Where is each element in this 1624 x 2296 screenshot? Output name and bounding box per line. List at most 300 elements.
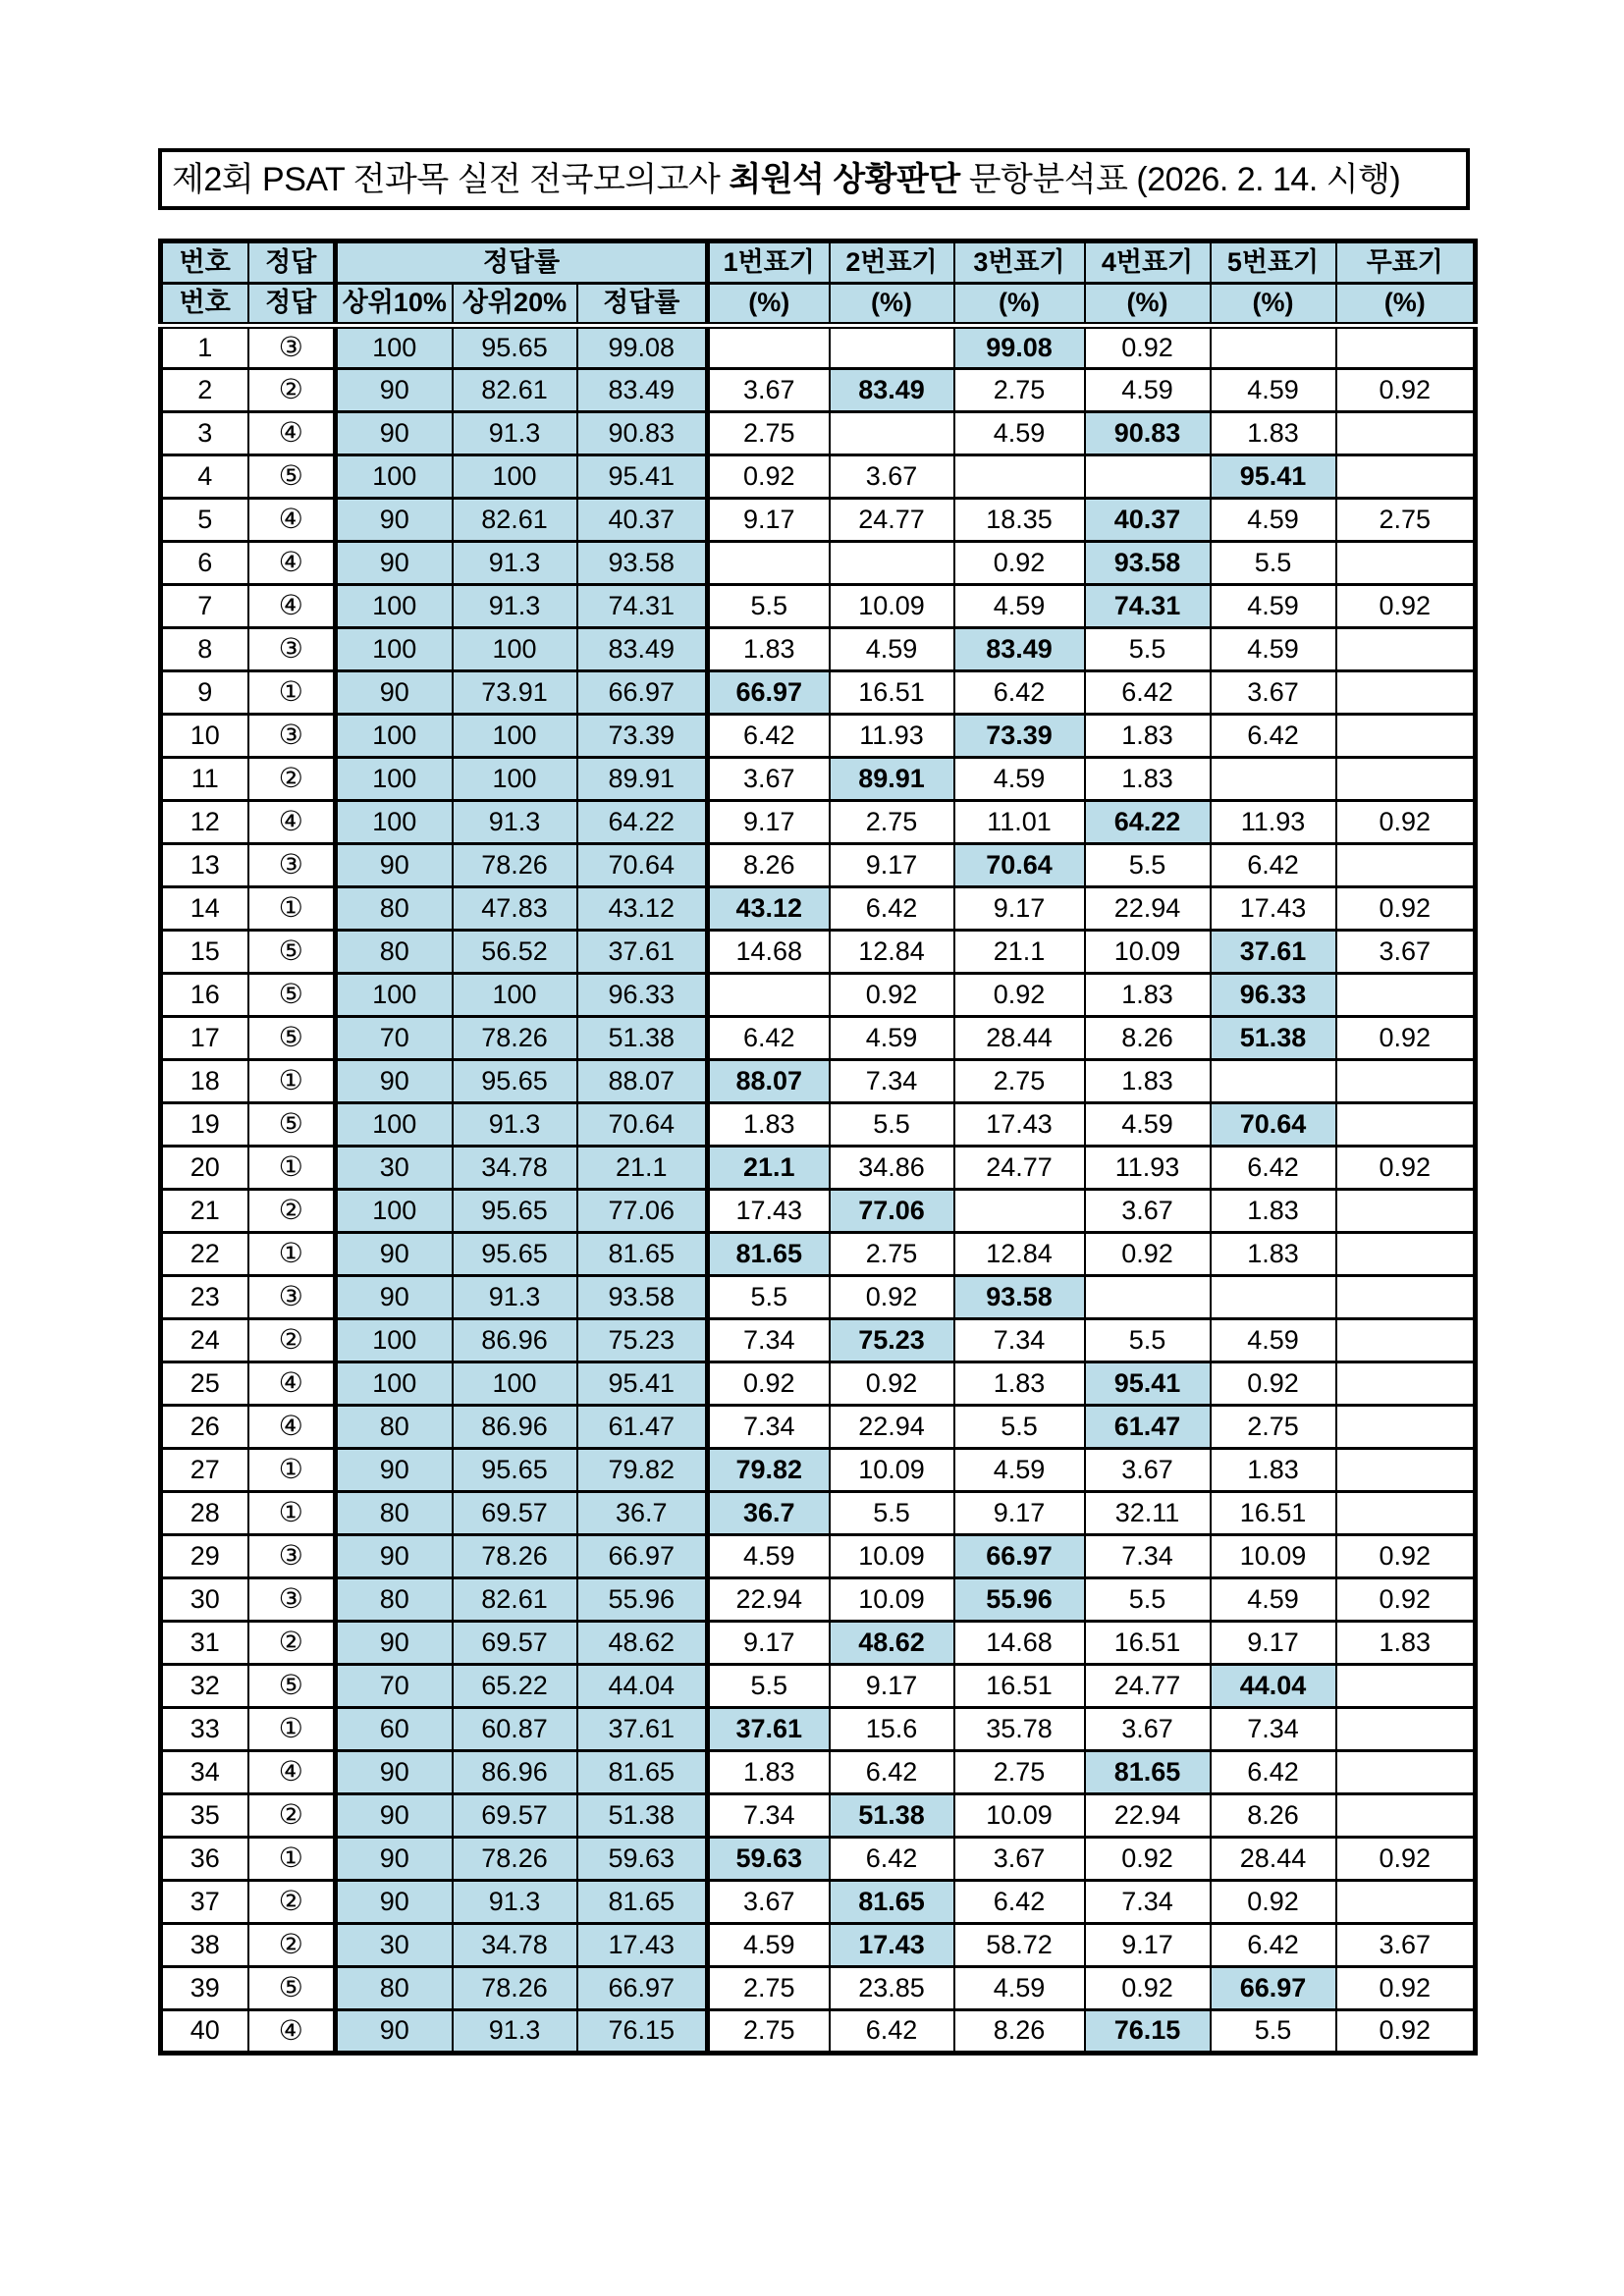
cell-correct-answer: ③ bbox=[248, 844, 336, 887]
header-number: 번호 bbox=[161, 241, 248, 284]
cell-top10-rate: 90 bbox=[336, 499, 453, 542]
cell-top20-rate: 91.3 bbox=[453, 1881, 577, 1924]
cell-top20-rate: 78.26 bbox=[453, 1535, 577, 1578]
cell-question-number: 3 bbox=[161, 412, 248, 455]
cell-correct-answer: ② bbox=[248, 1622, 336, 1665]
cell-nomark-pct: 0.92 bbox=[1336, 1147, 1476, 1190]
cell-correct-answer: ④ bbox=[248, 1362, 336, 1406]
cell-mark3-pct: 2.75 bbox=[954, 369, 1085, 412]
cell-correct-rate: 95.41 bbox=[577, 1362, 708, 1406]
header-mark5-unit: (%) bbox=[1211, 284, 1336, 326]
cell-mark4-pct: 95.41 bbox=[1085, 1362, 1211, 1406]
cell-mark4-pct: 61.47 bbox=[1085, 1406, 1211, 1449]
cell-correct-answer: ③ bbox=[248, 1535, 336, 1578]
cell-nomark-pct: 0.92 bbox=[1336, 801, 1476, 844]
table-row bbox=[161, 1362, 1476, 1406]
cell-mark3-pct: 73.39 bbox=[954, 715, 1085, 758]
cell-correct-rate: 51.38 bbox=[577, 1794, 708, 1838]
cell-top20-rate: 100 bbox=[453, 455, 577, 499]
cell-nomark-pct bbox=[1336, 1794, 1476, 1838]
cell-mark5-pct: 6.42 bbox=[1211, 1751, 1336, 1794]
cell-mark2-pct: 23.85 bbox=[830, 1967, 954, 2010]
cell-mark2-pct: 34.86 bbox=[830, 1147, 954, 1190]
cell-question-number: 22 bbox=[161, 1233, 248, 1276]
cell-mark2-pct: 2.75 bbox=[830, 1233, 954, 1276]
cell-mark4-pct: 16.51 bbox=[1085, 1622, 1211, 1665]
cell-top20-rate: 100 bbox=[453, 715, 577, 758]
cell-top20-rate: 91.3 bbox=[453, 542, 577, 585]
table-row bbox=[161, 1492, 1476, 1535]
cell-question-number: 28 bbox=[161, 1492, 248, 1535]
cell-top10-rate: 90 bbox=[336, 1233, 453, 1276]
table-row bbox=[161, 1017, 1476, 1060]
cell-mark3-pct: 4.59 bbox=[954, 1449, 1085, 1492]
cell-nomark-pct: 0.92 bbox=[1336, 1578, 1476, 1622]
cell-mark5-pct: 66.97 bbox=[1211, 1967, 1336, 2010]
cell-correct-rate: 37.61 bbox=[577, 931, 708, 974]
cell-question-number: 40 bbox=[161, 2010, 248, 2054]
cell-mark2-pct: 51.38 bbox=[830, 1794, 954, 1838]
cell-nomark-pct: 0.92 bbox=[1336, 887, 1476, 931]
cell-mark1-pct: 8.26 bbox=[708, 844, 830, 887]
cell-mark4-pct: 4.59 bbox=[1085, 1103, 1211, 1147]
cell-top20-rate: 86.96 bbox=[453, 1319, 577, 1362]
cell-nomark-pct: 2.75 bbox=[1336, 499, 1476, 542]
cell-mark2-pct: 3.67 bbox=[830, 455, 954, 499]
cell-mark1-pct bbox=[708, 974, 830, 1017]
cell-mark3-pct: 11.01 bbox=[954, 801, 1085, 844]
cell-question-number: 10 bbox=[161, 715, 248, 758]
cell-question-number: 32 bbox=[161, 1665, 248, 1708]
cell-mark2-pct: 5.5 bbox=[830, 1492, 954, 1535]
table-row bbox=[161, 1838, 1476, 1881]
cell-mark3-pct: 83.49 bbox=[954, 628, 1085, 671]
cell-top20-rate: 100 bbox=[453, 1362, 577, 1406]
table-row bbox=[161, 542, 1476, 585]
cell-correct-rate: 59.63 bbox=[577, 1838, 708, 1881]
cell-mark4-pct: 1.83 bbox=[1085, 974, 1211, 1017]
header-nomark-unit: (%) bbox=[1336, 284, 1476, 326]
cell-mark5-pct: 37.61 bbox=[1211, 931, 1336, 974]
cell-mark3-pct: 55.96 bbox=[954, 1578, 1085, 1622]
cell-mark3-pct: 14.68 bbox=[954, 1622, 1085, 1665]
cell-top10-rate: 80 bbox=[336, 887, 453, 931]
cell-correct-answer: ① bbox=[248, 1233, 336, 1276]
cell-mark1-pct: 37.61 bbox=[708, 1708, 830, 1751]
cell-mark2-pct: 11.93 bbox=[830, 715, 954, 758]
cell-top10-rate: 90 bbox=[336, 542, 453, 585]
cell-correct-rate: 95.41 bbox=[577, 455, 708, 499]
cell-top20-rate: 82.61 bbox=[453, 369, 577, 412]
cell-mark2-pct: 24.77 bbox=[830, 499, 954, 542]
cell-question-number: 2 bbox=[161, 369, 248, 412]
cell-top20-rate: 95.65 bbox=[453, 1190, 577, 1233]
cell-mark4-pct: 7.34 bbox=[1085, 1535, 1211, 1578]
cell-top20-rate: 73.91 bbox=[453, 671, 577, 715]
cell-correct-rate: 48.62 bbox=[577, 1622, 708, 1665]
cell-mark2-pct bbox=[830, 412, 954, 455]
cell-question-number: 21 bbox=[161, 1190, 248, 1233]
cell-mark5-pct: 70.64 bbox=[1211, 1103, 1336, 1147]
cell-mark4-pct bbox=[1085, 455, 1211, 499]
cell-question-number: 29 bbox=[161, 1535, 248, 1578]
cell-mark5-pct: 1.83 bbox=[1211, 1233, 1336, 1276]
table-row bbox=[161, 412, 1476, 455]
cell-top20-rate: 91.3 bbox=[453, 2010, 577, 2054]
table-row bbox=[161, 801, 1476, 844]
cell-mark2-pct: 10.09 bbox=[830, 1449, 954, 1492]
cell-mark3-pct: 4.59 bbox=[954, 758, 1085, 801]
cell-mark3-pct: 2.75 bbox=[954, 1060, 1085, 1103]
cell-correct-answer: ① bbox=[248, 1147, 336, 1190]
table-row bbox=[161, 758, 1476, 801]
table-row bbox=[161, 1147, 1476, 1190]
cell-mark3-pct: 2.75 bbox=[954, 1751, 1085, 1794]
cell-mark5-pct: 2.75 bbox=[1211, 1406, 1336, 1449]
header-mark1-unit: (%) bbox=[708, 284, 830, 326]
cell-top20-rate: 95.65 bbox=[453, 326, 577, 369]
cell-mark4-pct: 32.11 bbox=[1085, 1492, 1211, 1535]
cell-mark2-pct: 48.62 bbox=[830, 1622, 954, 1665]
cell-nomark-pct: 3.67 bbox=[1336, 931, 1476, 974]
cell-mark3-pct: 35.78 bbox=[954, 1708, 1085, 1751]
cell-top20-rate: 95.65 bbox=[453, 1449, 577, 1492]
cell-mark3-pct: 4.59 bbox=[954, 1967, 1085, 2010]
cell-mark3-pct: 66.97 bbox=[954, 1535, 1085, 1578]
cell-nomark-pct bbox=[1336, 1751, 1476, 1794]
cell-mark5-pct: 51.38 bbox=[1211, 1017, 1336, 1060]
cell-nomark-pct: 0.92 bbox=[1336, 1967, 1476, 2010]
cell-mark2-pct: 0.92 bbox=[830, 1362, 954, 1406]
cell-nomark-pct bbox=[1336, 974, 1476, 1017]
cell-top10-rate: 90 bbox=[336, 412, 453, 455]
cell-question-number: 18 bbox=[161, 1060, 248, 1103]
cell-correct-answer: ④ bbox=[248, 499, 336, 542]
cell-correct-answer: ⑤ bbox=[248, 931, 336, 974]
cell-nomark-pct: 1.83 bbox=[1336, 1622, 1476, 1665]
table-row bbox=[161, 1449, 1476, 1492]
cell-correct-answer: ① bbox=[248, 1708, 336, 1751]
title-box bbox=[158, 148, 1470, 210]
cell-nomark-pct: 0.92 bbox=[1336, 2010, 1476, 2054]
cell-top20-rate: 91.3 bbox=[453, 1103, 577, 1147]
cell-question-number: 6 bbox=[161, 542, 248, 585]
cell-question-number: 35 bbox=[161, 1794, 248, 1838]
cell-mark4-pct: 5.5 bbox=[1085, 628, 1211, 671]
cell-mark2-pct: 81.65 bbox=[830, 1881, 954, 1924]
cell-correct-answer: ③ bbox=[248, 715, 336, 758]
cell-correct-rate: 21.1 bbox=[577, 1147, 708, 1190]
cell-question-number: 25 bbox=[161, 1362, 248, 1406]
table-row bbox=[161, 1665, 1476, 1708]
cell-mark1-pct: 79.82 bbox=[708, 1449, 830, 1492]
cell-mark5-pct: 1.83 bbox=[1211, 1449, 1336, 1492]
cell-top20-rate: 47.83 bbox=[453, 887, 577, 931]
cell-mark3-pct: 70.64 bbox=[954, 844, 1085, 887]
cell-top20-rate: 91.3 bbox=[453, 585, 577, 628]
cell-mark4-pct: 11.93 bbox=[1085, 1147, 1211, 1190]
cell-mark4-pct: 0.92 bbox=[1085, 1838, 1211, 1881]
table-row bbox=[161, 1535, 1476, 1578]
cell-correct-rate: 76.15 bbox=[577, 2010, 708, 2054]
cell-mark5-pct: 7.34 bbox=[1211, 1708, 1336, 1751]
cell-top20-rate: 69.57 bbox=[453, 1622, 577, 1665]
cell-top20-rate: 100 bbox=[453, 758, 577, 801]
cell-top10-rate: 90 bbox=[336, 1449, 453, 1492]
table-row bbox=[161, 1708, 1476, 1751]
table-row bbox=[161, 1967, 1476, 2010]
table-row bbox=[161, 1794, 1476, 1838]
cell-correct-rate: 51.38 bbox=[577, 1017, 708, 1060]
cell-mark2-pct: 15.6 bbox=[830, 1708, 954, 1751]
cell-mark5-pct bbox=[1211, 758, 1336, 801]
cell-top10-rate: 80 bbox=[336, 1492, 453, 1535]
cell-correct-rate: 79.82 bbox=[577, 1449, 708, 1492]
cell-mark4-pct: 93.58 bbox=[1085, 542, 1211, 585]
cell-top20-rate: 78.26 bbox=[453, 1017, 577, 1060]
cell-top10-rate: 100 bbox=[336, 758, 453, 801]
cell-mark1-pct: 0.92 bbox=[708, 455, 830, 499]
header-top10: 상위10% bbox=[336, 284, 453, 326]
cell-mark3-pct: 99.08 bbox=[954, 326, 1085, 369]
cell-mark2-pct: 5.5 bbox=[830, 1103, 954, 1147]
table-row bbox=[161, 844, 1476, 887]
cell-top20-rate: 95.65 bbox=[453, 1060, 577, 1103]
cell-question-number: 23 bbox=[161, 1276, 248, 1319]
cell-mark4-pct: 40.37 bbox=[1085, 499, 1211, 542]
cell-mark2-pct: 7.34 bbox=[830, 1060, 954, 1103]
cell-question-number: 14 bbox=[161, 887, 248, 931]
cell-question-number: 11 bbox=[161, 758, 248, 801]
cell-mark1-pct: 5.5 bbox=[708, 1276, 830, 1319]
cell-mark4-pct: 0.92 bbox=[1085, 1233, 1211, 1276]
cell-correct-rate: 93.58 bbox=[577, 542, 708, 585]
cell-mark1-pct: 7.34 bbox=[708, 1794, 830, 1838]
cell-mark4-pct: 1.83 bbox=[1085, 1060, 1211, 1103]
cell-top10-rate: 90 bbox=[336, 1276, 453, 1319]
cell-mark4-pct: 22.94 bbox=[1085, 887, 1211, 931]
cell-mark1-pct: 9.17 bbox=[708, 801, 830, 844]
cell-mark5-pct: 6.42 bbox=[1211, 1924, 1336, 1967]
cell-mark5-pct bbox=[1211, 326, 1336, 369]
cell-correct-rate: 70.64 bbox=[577, 844, 708, 887]
table-row bbox=[161, 369, 1476, 412]
cell-mark1-pct: 9.17 bbox=[708, 499, 830, 542]
cell-correct-answer: ④ bbox=[248, 1751, 336, 1794]
cell-correct-answer: ⑤ bbox=[248, 1103, 336, 1147]
cell-mark5-pct: 3.67 bbox=[1211, 671, 1336, 715]
cell-mark3-pct: 9.17 bbox=[954, 1492, 1085, 1535]
cell-mark5-pct: 0.92 bbox=[1211, 1362, 1336, 1406]
cell-correct-rate: 88.07 bbox=[577, 1060, 708, 1103]
cell-question-number: 38 bbox=[161, 1924, 248, 1967]
cell-correct-rate: 66.97 bbox=[577, 671, 708, 715]
cell-mark4-pct: 7.34 bbox=[1085, 1881, 1211, 1924]
cell-correct-answer: ⑤ bbox=[248, 1665, 336, 1708]
cell-mark5-pct bbox=[1211, 1276, 1336, 1319]
cell-top20-rate: 95.65 bbox=[453, 1233, 577, 1276]
cell-top10-rate: 100 bbox=[336, 628, 453, 671]
title-suffix: 문항분석표 (2026. 2. 14. 시행) bbox=[968, 160, 1401, 198]
cell-correct-answer: ④ bbox=[248, 412, 336, 455]
cell-mark1-pct: 17.43 bbox=[708, 1190, 830, 1233]
cell-mark1-pct bbox=[708, 326, 830, 369]
cell-question-number: 17 bbox=[161, 1017, 248, 1060]
cell-correct-rate: 74.31 bbox=[577, 585, 708, 628]
cell-correct-answer: ② bbox=[248, 1794, 336, 1838]
title-prefix: 제2회 PSAT 전과목 실전 전국모의고사 bbox=[172, 160, 721, 198]
cell-mark4-pct: 9.17 bbox=[1085, 1924, 1211, 1967]
cell-correct-answer: ④ bbox=[248, 585, 336, 628]
cell-mark1-pct: 22.94 bbox=[708, 1578, 830, 1622]
cell-correct-answer: ④ bbox=[248, 1406, 336, 1449]
table-row bbox=[161, 2010, 1476, 2054]
cell-question-number: 33 bbox=[161, 1708, 248, 1751]
cell-mark2-pct bbox=[830, 542, 954, 585]
cell-top10-rate: 30 bbox=[336, 1924, 453, 1967]
cell-mark1-pct: 6.42 bbox=[708, 1017, 830, 1060]
cell-correct-answer: ⑤ bbox=[248, 974, 336, 1017]
table-row bbox=[161, 1578, 1476, 1622]
cell-top10-rate: 90 bbox=[336, 2010, 453, 2054]
cell-top20-rate: 91.3 bbox=[453, 801, 577, 844]
cell-mark1-pct: 14.68 bbox=[708, 931, 830, 974]
cell-mark3-pct: 21.1 bbox=[954, 931, 1085, 974]
cell-top20-rate: 100 bbox=[453, 628, 577, 671]
cell-mark5-pct: 16.51 bbox=[1211, 1492, 1336, 1535]
cell-mark1-pct: 7.34 bbox=[708, 1319, 830, 1362]
cell-correct-answer: ① bbox=[248, 1449, 336, 1492]
cell-mark4-pct: 5.5 bbox=[1085, 1319, 1211, 1362]
cell-top10-rate: 90 bbox=[336, 1881, 453, 1924]
cell-mark2-pct: 6.42 bbox=[830, 1751, 954, 1794]
cell-mark5-pct: 4.59 bbox=[1211, 585, 1336, 628]
cell-nomark-pct bbox=[1336, 1708, 1476, 1751]
cell-correct-rate: 81.65 bbox=[577, 1751, 708, 1794]
cell-mark3-pct: 18.35 bbox=[954, 499, 1085, 542]
cell-mark2-pct: 10.09 bbox=[830, 1578, 954, 1622]
cell-correct-answer: ④ bbox=[248, 801, 336, 844]
header-row-1 bbox=[161, 241, 1476, 284]
cell-mark4-pct: 90.83 bbox=[1085, 412, 1211, 455]
cell-mark5-pct: 4.59 bbox=[1211, 628, 1336, 671]
cell-mark1-pct: 2.75 bbox=[708, 2010, 830, 2054]
cell-mark2-pct: 6.42 bbox=[830, 887, 954, 931]
cell-mark5-pct: 96.33 bbox=[1211, 974, 1336, 1017]
cell-mark5-pct: 8.26 bbox=[1211, 1794, 1336, 1838]
cell-mark3-pct: 8.26 bbox=[954, 2010, 1085, 2054]
cell-mark4-pct: 6.42 bbox=[1085, 671, 1211, 715]
cell-nomark-pct bbox=[1336, 1492, 1476, 1535]
cell-question-number: 4 bbox=[161, 455, 248, 499]
cell-correct-rate: 89.91 bbox=[577, 758, 708, 801]
cell-mark3-pct: 9.17 bbox=[954, 887, 1085, 931]
cell-nomark-pct: 0.92 bbox=[1336, 1535, 1476, 1578]
cell-mark1-pct: 59.63 bbox=[708, 1838, 830, 1881]
cell-mark1-pct: 36.7 bbox=[708, 1492, 830, 1535]
cell-mark1-pct: 3.67 bbox=[708, 758, 830, 801]
cell-mark4-pct: 0.92 bbox=[1085, 326, 1211, 369]
header-mark5: 5번표기 bbox=[1211, 241, 1336, 284]
cell-mark3-pct: 3.67 bbox=[954, 1838, 1085, 1881]
table-row bbox=[161, 974, 1476, 1017]
cell-correct-rate: 55.96 bbox=[577, 1578, 708, 1622]
cell-correct-answer: ① bbox=[248, 887, 336, 931]
cell-mark5-pct: 10.09 bbox=[1211, 1535, 1336, 1578]
cell-mark4-pct bbox=[1085, 1276, 1211, 1319]
cell-top10-rate: 90 bbox=[336, 671, 453, 715]
cell-mark1-pct bbox=[708, 542, 830, 585]
cell-question-number: 9 bbox=[161, 671, 248, 715]
cell-top20-rate: 86.96 bbox=[453, 1406, 577, 1449]
header-row-2 bbox=[161, 284, 1476, 326]
cell-correct-answer: ① bbox=[248, 1492, 336, 1535]
cell-top10-rate: 80 bbox=[336, 931, 453, 974]
cell-mark2-pct: 6.42 bbox=[830, 1838, 954, 1881]
cell-correct-rate: 17.43 bbox=[577, 1924, 708, 1967]
cell-question-number: 26 bbox=[161, 1406, 248, 1449]
cell-mark4-pct: 22.94 bbox=[1085, 1794, 1211, 1838]
cell-nomark-pct: 0.92 bbox=[1336, 585, 1476, 628]
cell-mark1-pct: 5.5 bbox=[708, 585, 830, 628]
cell-mark4-pct: 5.5 bbox=[1085, 844, 1211, 887]
cell-correct-rate: 43.12 bbox=[577, 887, 708, 931]
cell-mark2-pct: 17.43 bbox=[830, 1924, 954, 1967]
header-nomark: 무표기 bbox=[1336, 241, 1476, 284]
cell-question-number: 37 bbox=[161, 1881, 248, 1924]
cell-mark5-pct: 0.92 bbox=[1211, 1881, 1336, 1924]
cell-mark4-pct: 3.67 bbox=[1085, 1449, 1211, 1492]
cell-correct-rate: 36.7 bbox=[577, 1492, 708, 1535]
cell-top10-rate: 100 bbox=[336, 1319, 453, 1362]
cell-correct-rate: 99.08 bbox=[577, 326, 708, 369]
cell-mark3-pct: 7.34 bbox=[954, 1319, 1085, 1362]
cell-question-number: 24 bbox=[161, 1319, 248, 1362]
cell-mark5-pct: 4.59 bbox=[1211, 1578, 1336, 1622]
cell-question-number: 7 bbox=[161, 585, 248, 628]
cell-nomark-pct bbox=[1336, 455, 1476, 499]
table-row bbox=[161, 1060, 1476, 1103]
cell-mark1-pct: 81.65 bbox=[708, 1233, 830, 1276]
cell-top10-rate: 100 bbox=[336, 455, 453, 499]
cell-top20-rate: 82.61 bbox=[453, 1578, 577, 1622]
cell-correct-rate: 83.49 bbox=[577, 369, 708, 412]
cell-top20-rate: 69.57 bbox=[453, 1492, 577, 1535]
cell-mark2-pct: 9.17 bbox=[830, 1665, 954, 1708]
cell-top20-rate: 86.96 bbox=[453, 1751, 577, 1794]
cell-mark4-pct: 5.5 bbox=[1085, 1578, 1211, 1622]
cell-mark2-pct: 77.06 bbox=[830, 1190, 954, 1233]
cell-mark1-pct: 88.07 bbox=[708, 1060, 830, 1103]
cell-mark5-pct: 4.59 bbox=[1211, 499, 1336, 542]
cell-mark4-pct: 4.59 bbox=[1085, 369, 1211, 412]
cell-correct-rate: 70.64 bbox=[577, 1103, 708, 1147]
cell-mark4-pct: 3.67 bbox=[1085, 1190, 1211, 1233]
cell-top10-rate: 100 bbox=[336, 326, 453, 369]
cell-top10-rate: 100 bbox=[336, 1103, 453, 1147]
header-mark4-unit: (%) bbox=[1085, 284, 1211, 326]
cell-correct-answer: ① bbox=[248, 1060, 336, 1103]
cell-mark1-pct: 4.59 bbox=[708, 1535, 830, 1578]
cell-mark5-pct: 1.83 bbox=[1211, 1190, 1336, 1233]
cell-mark1-pct: 1.83 bbox=[708, 628, 830, 671]
cell-mark4-pct: 64.22 bbox=[1085, 801, 1211, 844]
cell-mark5-pct: 44.04 bbox=[1211, 1665, 1336, 1708]
cell-mark2-pct: 83.49 bbox=[830, 369, 954, 412]
cell-mark4-pct: 1.83 bbox=[1085, 715, 1211, 758]
cell-nomark-pct bbox=[1336, 628, 1476, 671]
cell-mark3-pct: 93.58 bbox=[954, 1276, 1085, 1319]
